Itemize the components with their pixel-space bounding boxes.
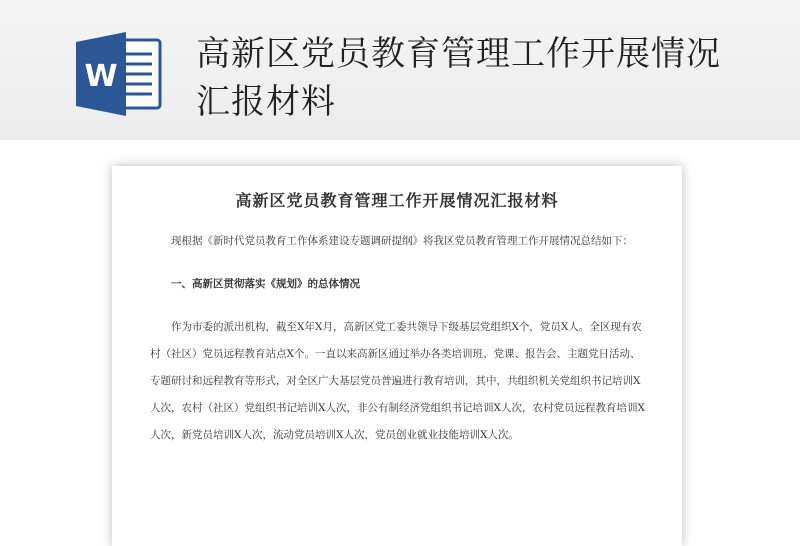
word-icon — [76, 32, 164, 116]
document-body — [150, 228, 650, 449]
intro-paragraph: 现根据《新时代党员教育工作体系建设专题调研提纲》将我区党员教育管理工作开展情况总结如下： — [171, 235, 633, 247]
section-heading: 一、高新区贯彻落实《规划》的总体情况 — [171, 278, 360, 290]
document-title: 高新区党员教育管理工作开展情况汇报材料 — [235, 191, 559, 210]
section-paragraph: 作为市委的派出机构，截至X年X月，高新区党工委共领导下级基层党组织X个，党员X人。全区现有农村（社区）党员远程教育站点X个。一直以来高新区通过举办各类培训班、党课、报告会、主题党日活动、专题研讨和远程教育等形式，对全区广大基层党员普遍进行教育培训，其中，共组织机关党组织书记培训X人次，农村（社区）党组织书记培训X人次，非公有制经济党组织书记培训X人次，农村党员远程教育培训X人次，新党员培训X人次，流动党员培训X人次，党员创业就业技能培训X人次。 — [150, 321, 645, 441]
document-page — [112, 166, 682, 546]
word-icon-letter: W — [84, 59, 118, 94]
page-title: 高新区党员教育管理工作开展情况汇报材料 — [196, 34, 721, 122]
